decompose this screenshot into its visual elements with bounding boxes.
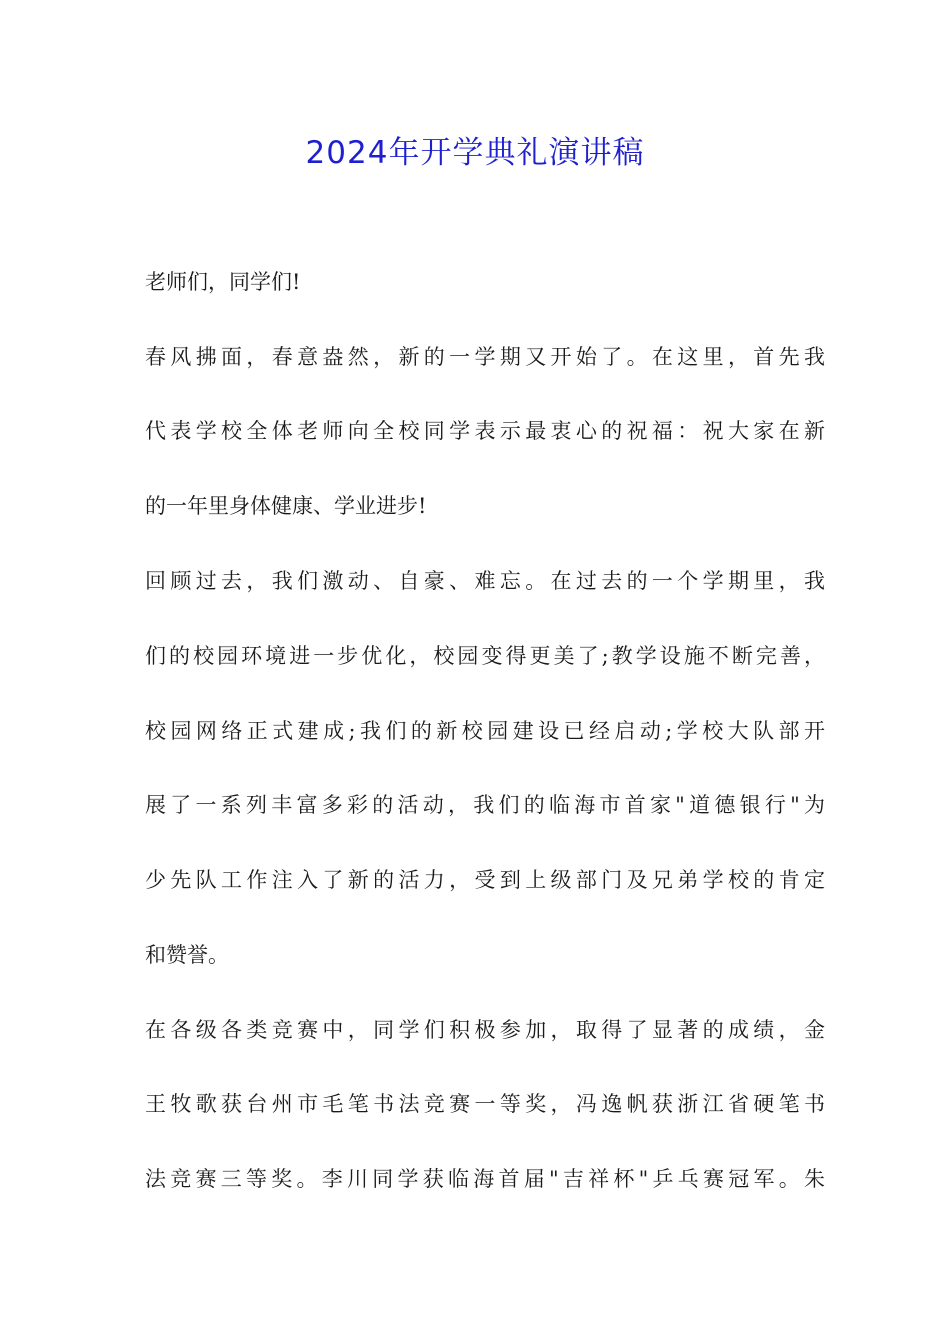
greeting-line: 老师们，同学们! bbox=[145, 270, 301, 294]
paragraph-line: 王牧歌获台州市毛笔书法竞赛一等奖，冯逸帆获浙江省硬笔书 bbox=[145, 1092, 825, 1116]
paragraph-line: 代表学校全体老师向全校同学表示最衷心的祝福：祝大家在新 bbox=[145, 419, 825, 443]
paragraph-line: 的一年里身体健康、学业进步! bbox=[145, 494, 427, 518]
paragraph-line: 少先队工作注入了新的活力，受到上级部门及兄弟学校的肯定 bbox=[145, 868, 825, 892]
paragraph-line: 法竞赛三等奖。李川同学获临海首届"吉祥杯"乒乓赛冠军。朱 bbox=[145, 1167, 825, 1191]
document-title: 2024年开学典礼演讲稿 bbox=[305, 135, 645, 171]
paragraph-line: 校园网络正式建成;我们的新校园建设已经启动;学校大队部开 bbox=[145, 719, 825, 743]
paragraph-line: 和赞誉。 bbox=[145, 943, 229, 967]
paragraph-line: 们的校园环境进一步优化，校园变得更美了;教学设施不断完善， bbox=[145, 644, 825, 668]
paragraph-line: 春风拂面，春意盎然，新的一学期又开始了。在这里，首先我 bbox=[145, 345, 825, 369]
paragraph-line: 在各级各类竞赛中，同学们积极参加，取得了显著的成绩，金 bbox=[145, 1018, 825, 1042]
paragraph-line: 展了一系列丰富多彩的活动，我们的临海市首家"道德银行"为 bbox=[145, 793, 825, 817]
paragraph-line: 回顾过去，我们激动、自豪、难忘。在过去的一个学期里，我 bbox=[145, 569, 825, 593]
